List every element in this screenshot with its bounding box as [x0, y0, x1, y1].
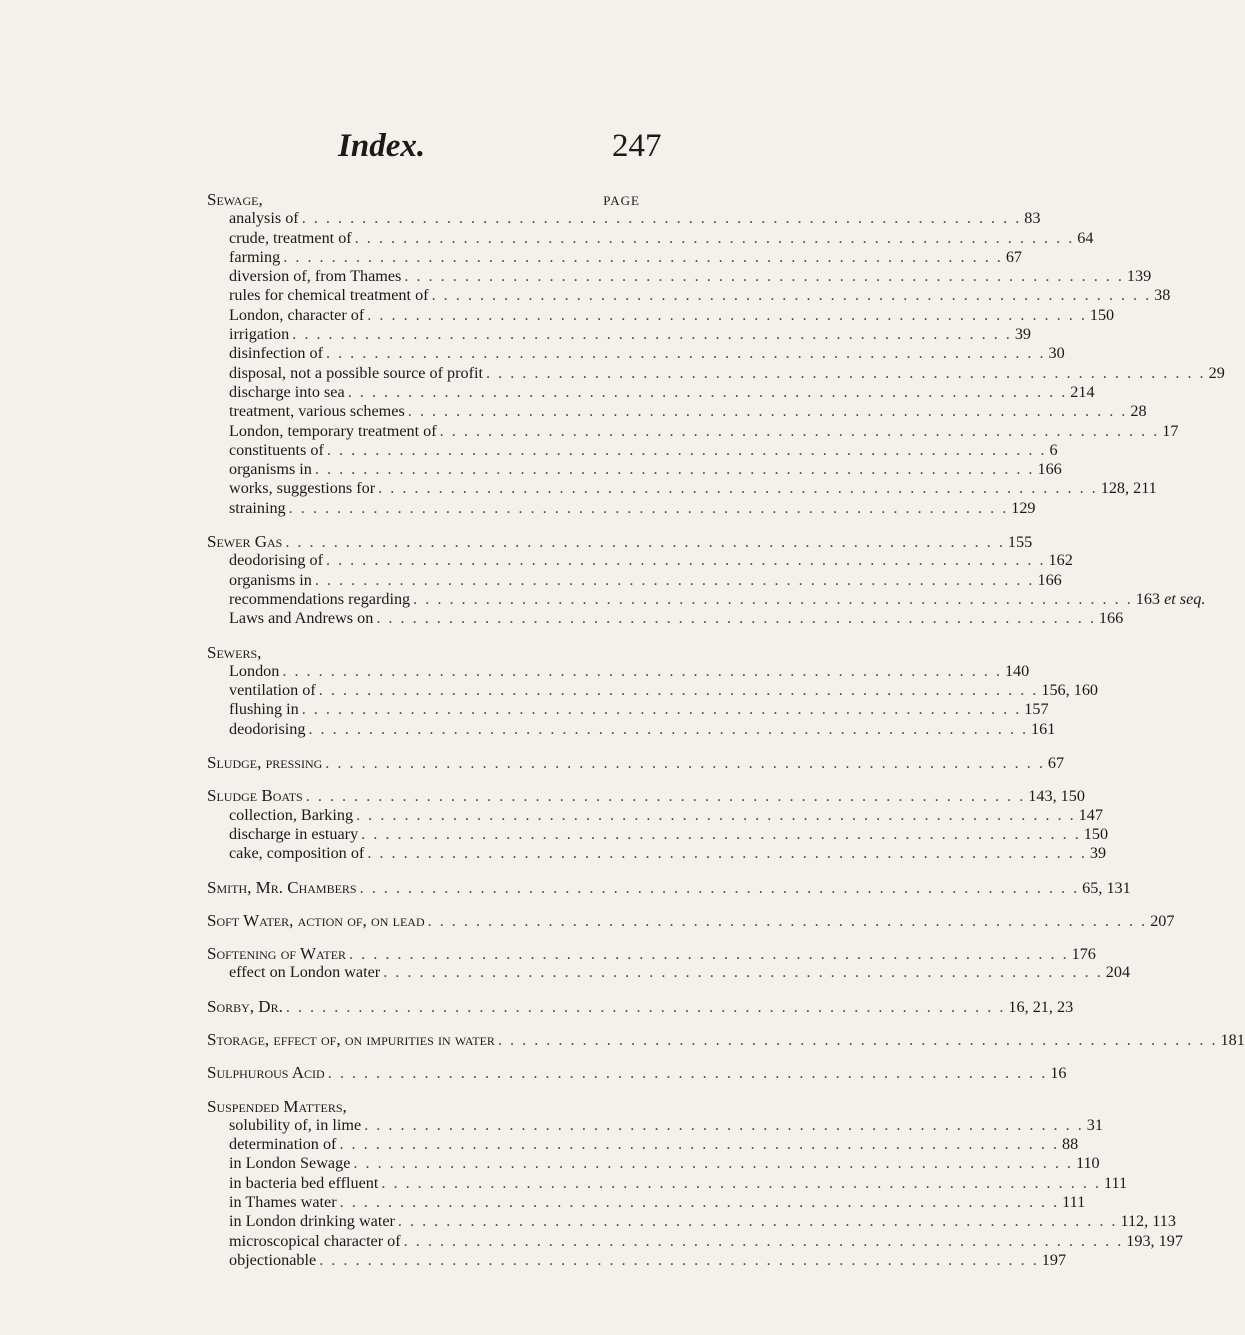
index-subentry [207, 844, 1107, 863]
entry-heading: Sorby, Dr. [207, 996, 283, 1016]
page-title: Index. [338, 128, 426, 164]
leader-dots: . . . . . . . . . . . . . . . . . . . . . . . . . . . . . . . . . . . . . . . . . . . . . . . . . . . . . . . . . . . . [285, 997, 1006, 1016]
index-subentry [207, 209, 1041, 228]
index-subentry [207, 267, 1152, 286]
index-subentry [207, 1250, 1067, 1270]
leader-dots: . . . . . . . . . . . . . . . . . . . . . . . . . . . . . . . . . . . . . . . . . . . . . . . . . . . . . . . . . . . . [359, 878, 1080, 897]
page-header [0, 128, 800, 168]
leader-dots: . . . . . . . . . . . . . . . . . . . . . . . . . . . . . . . . . . . . . . . . . . . . . . . . . . . . . . . . . . . . [367, 844, 1087, 863]
entry-heading: Sewer Gas [207, 532, 283, 552]
page-reference: 65, 131 [1082, 878, 1131, 897]
subentry-label: London, temporary treatment of [229, 421, 437, 440]
subentry-label: recommendations regarding [229, 589, 411, 608]
index-entry [207, 944, 1096, 964]
index-subentry [207, 247, 1023, 267]
subentry-label: farming [229, 247, 281, 266]
leader-dots: . . . . . . . . . . . . . . . . . . . . . . . . . . . . . . . . . . . . . . . . . . . . . . . . . . . . . . . . . . . . [314, 570, 1035, 589]
leader-dots: . . . . . . . . . . . . . . . . . . . . . . . . . . . . . . . . . . . . . . . . . . . . . . . . . . . . . . . . . . . . [292, 325, 1012, 344]
subentry-label: in London drinking water [229, 1212, 395, 1231]
page-reference: 31 [1086, 1115, 1103, 1134]
index-subentry [207, 963, 1131, 982]
page-reference: 143, 150 [1028, 787, 1085, 806]
index-subentry [207, 305, 1115, 325]
index-group [207, 910, 1175, 930]
leader-dots: . . . . . . . . . . . . . . . . . . . . . . . . . . . . . . . . . . . . . . . . . . . . . . . . . . . . . . . . . . . . [305, 787, 1026, 806]
entry-heading: Softening of Water [207, 944, 347, 964]
page-reference: 128, 211 [1100, 479, 1157, 498]
subentry-label: disposal, not a possible source of profit [229, 363, 484, 382]
page-reference: 29 [1208, 363, 1225, 382]
page-reference: 166 [1037, 460, 1062, 479]
leader-dots: . . . . . . . . . . . . . . . . . . . . . . . . . . . . . . . . . . . . . . . . . . . . . . . . . . . . . . . . . . . . [285, 533, 1005, 552]
leader-dots: . . . . . . . . . . . . . . . . . . . . . . . . . . . . . . . . . . . . . . . . . . . . . . . . . . . . . . . . . . . . [397, 1212, 1118, 1231]
subentry-label: diversion of, from Thames [229, 267, 402, 286]
subentry-label: in bacteria bed effluent [229, 1173, 379, 1192]
page-reference: 204 [1105, 963, 1131, 982]
index-subentry [207, 824, 1109, 844]
page-reference: 38 [1154, 286, 1171, 305]
index-subentry [207, 1154, 1100, 1173]
leader-dots: . . . . . . . . . . . . . . . . . . . . . . . . . . . . . . . . . . . . . . . . . . . . . . . . . . . . . . . . . . . . [301, 700, 1022, 719]
subentry-label: Laws and Andrews on [229, 609, 374, 628]
index-entry [207, 1029, 1245, 1049]
page-reference: 155 [1007, 533, 1033, 552]
page-number: 247 [612, 128, 662, 164]
index-entry [207, 910, 1175, 930]
leader-dots: . . . . . . . . . . . . . . . . . . . . . . . . . . . . . . . . . . . . . . . . . . . . . . . . . . . . . . . . . . . . [353, 1154, 1073, 1173]
subentry-label: disinfection of [229, 344, 323, 363]
leader-dots: . . . . . . . . . . . . . . . . . . . . . . . . . . . . . . . . . . . . . . . . . . . . . . . . . . . . . . . . . . . . [339, 1193, 1060, 1212]
subentry-label: in Thames water [229, 1193, 337, 1212]
subentry-label: organisms in [229, 460, 312, 479]
leader-dots: . . . . . . . . . . . . . . . . . . . . . . . . . . . . . . . . . . . . . . . . . . . . . . . . . . . . . . . . . . . . [427, 911, 1148, 930]
page-reference: 150 [1089, 305, 1115, 324]
index-group [207, 877, 1131, 897]
subentry-label: cake, composition of [229, 844, 365, 863]
index-subentry [207, 1115, 1103, 1135]
index-subentry [207, 1231, 1183, 1251]
index-subentry [207, 609, 1124, 628]
subentry-label: straining [229, 498, 286, 517]
page-reference: 147 [1078, 805, 1103, 824]
page-reference: 16 [1050, 1064, 1067, 1083]
index-subentry [207, 382, 1095, 402]
entry-heading: Sewage, [207, 190, 263, 209]
index-group [207, 1096, 1183, 1271]
page-reference: 163 et seq. [1135, 589, 1206, 608]
leader-dots: . . . . . . . . . . . . . . . . . . . . . . . . . . . . . . . . . . . . . . . . . . . . . . . . . . . . . . . . . . . . [301, 209, 1022, 228]
page-reference: 67 [1005, 247, 1023, 266]
page-reference: 88 [1062, 1135, 1079, 1154]
page-reference: 30 [1048, 344, 1065, 363]
entry-heading: Soft Water, action of, on lead [207, 910, 425, 930]
index-group [207, 1029, 1245, 1049]
leader-dots: . . . . . . . . . . . . . . . . . . . . . . . . . . . . . . . . . . . . . . . . . . . . . . . . . . . . . . . . . . . . [349, 945, 1069, 964]
leader-dots: . . . . . . . . . . . . . . . . . . . . . . . . . . . . . . . . . . . . . . . . . . . . . . . . . . . . . . . . . . . . [404, 267, 1124, 286]
page-reference: 67 [1047, 754, 1065, 773]
index-entry [207, 532, 1033, 552]
leader-dots: . . . . . . . . . . . . . . . . . . . . . . . . . . . . . . . . . . . . . . . . . . . . . . . . . . . . . . . . . . . . [497, 1030, 1218, 1049]
subentry-label: constituents of [229, 440, 324, 459]
leader-dots: . . . . . . . . . . . . . . . . . . . . . . . . . . . . . . . . . . . . . . . . . . . . . . . . . . . . . . . . . . . . [439, 421, 1160, 440]
subentry-label: rules for chemical treatment of [229, 286, 429, 305]
index-entry [207, 786, 1085, 806]
subentry-label: London [229, 661, 280, 680]
page-reference: 83 [1024, 209, 1041, 228]
index-subentry [207, 325, 1032, 344]
subentry-label: solubility of, in lime [229, 1115, 362, 1134]
index-subentry [207, 589, 1206, 609]
subentry-label: objectionable [229, 1250, 317, 1269]
subentry-label: discharge into sea [229, 382, 345, 401]
leader-dots: . . . . . . . . . . . . . . . . . . . . . . . . . . . . . . . . . . . . . . . . . . . . . . . . . . . . . . . . . . . . [413, 589, 1133, 608]
index-group [207, 786, 1109, 863]
page-reference: 207 [1150, 911, 1175, 930]
page-reference: 162 [1048, 551, 1073, 570]
subentry-label: determination of [229, 1135, 337, 1154]
index-subentry [207, 1193, 1086, 1212]
subentry-label: flushing in [229, 700, 299, 719]
page-reference: 139 [1126, 267, 1152, 286]
index-entry [207, 643, 640, 662]
index-subentry [207, 1135, 1079, 1154]
page-reference: 197 [1041, 1250, 1067, 1269]
entry-heading: Sulphurous Acid [207, 1063, 325, 1083]
index-subentry [207, 498, 1036, 518]
page-reference: 112, 113 [1120, 1212, 1176, 1231]
index-subentry [207, 719, 1056, 739]
index-entry [207, 753, 1065, 773]
index-subentry [207, 700, 1049, 719]
index-subentry [207, 479, 1157, 498]
index-entry [207, 1097, 640, 1116]
page-reference: 28 [1130, 402, 1147, 421]
leader-dots: . . . . . . . . . . . . . . . . . . . . . . . . . . . . . . . . . . . . . . . . . . . . . . . . . . . . . . . . . . . . [347, 382, 1068, 401]
leader-dots: . . . . . . . . . . . . . . . . . . . . . . . . . . . . . . . . . . . . . . . . . . . . . . . . . . . . . . . . . . . . [319, 1250, 1039, 1269]
page-reference: 110 [1075, 1154, 1100, 1173]
index-subentry [207, 402, 1147, 421]
entry-heading: Sludge, pressing [207, 753, 323, 773]
leader-dots: . . . . . . . . . . . . . . . . . . . . . . . . . . . . . . . . . . . . . . . . . . . . . . . . . . . . . . . . . . . . [282, 661, 1002, 680]
index-group [207, 190, 1225, 518]
page-reference: 181 [1220, 1030, 1245, 1049]
leader-dots: . . . . . . . . . . . . . . . . . . . . . . . . . . . . . . . . . . . . . . . . . . . . . . . . . . . . . . . . . . . . [283, 247, 1003, 266]
index-subentry [207, 570, 1062, 590]
entry-heading: Sewers, [207, 642, 262, 662]
index-subentry [207, 551, 1073, 570]
subentry-label: microscopical character of [229, 1231, 401, 1250]
page-reference: 17 [1162, 421, 1179, 440]
page-reference: 161 [1031, 719, 1056, 738]
leader-dots: . . . . . . . . . . . . . . . . . . . . . . . . . . . . . . . . . . . . . . . . . . . . . . . . . . . . . . . . . . . . [288, 498, 1009, 517]
page-reference: 166 [1037, 570, 1062, 589]
subentry-label: discharge in estuary [229, 824, 359, 843]
leader-dots: . . . . . . . . . . . . . . . . . . . . . . . . . . . . . . . . . . . . . . . . . . . . . . . . . . . . . . . . . . . . [325, 344, 1046, 363]
subentry-label: works, suggestions for [229, 479, 376, 498]
leader-dots: . . . . . . . . . . . . . . . . . . . . . . . . . . . . . . . . . . . . . . . . . . . . . . . . . . . . . . . . . . . . [356, 805, 1076, 824]
index-group [207, 642, 1098, 739]
leader-dots: . . . . . . . . . . . . . . . . . . . . . . . . . . . . . . . . . . . . . . . . . . . . . . . . . . . . . . . . . . . . [383, 963, 1103, 982]
leader-dots: . . . . . . . . . . . . . . . . . . . . . . . . . . . . . . . . . . . . . . . . . . . . . . . . . . . . . . . . . . . . [327, 1064, 1048, 1083]
index-subentry [207, 344, 1065, 363]
index-group [207, 1063, 1067, 1083]
leader-dots: . . . . . . . . . . . . . . . . . . . . . . . . . . . . . . . . . . . . . . . . . . . . . . . . . . . . . . . . . . . . [403, 1231, 1124, 1250]
entry-heading: Sludge Boats [207, 786, 303, 806]
page-reference: 214 [1070, 382, 1095, 401]
subentry-label: deodorising [229, 719, 306, 738]
subentry-label: in London Sewage [229, 1154, 351, 1173]
index-entry [207, 190, 640, 209]
index-group [207, 996, 1074, 1016]
page-reference: 6 [1049, 440, 1058, 459]
page-reference: 64 [1077, 228, 1094, 247]
entry-heading: Storage, effect of, on impurities in water [207, 1029, 495, 1049]
index-subentry [207, 1173, 1128, 1193]
leader-dots: . . . . . . . . . . . . . . . . . . . . . . . . . . . . . . . . . . . . . . . . . . . . . . . . . . . . . . . . . . . . [308, 719, 1029, 738]
page-reference: 39 [1089, 844, 1107, 863]
index-group [207, 944, 1131, 983]
index-entry [207, 877, 1131, 897]
leader-dots: . . . . . . . . . . . . . . . . . . . . . . . . . . . . . . . . . . . . . . . . . . . . . . . . . . . . . . . . . . . . [339, 1135, 1060, 1154]
page-reference: 157 [1024, 700, 1049, 719]
page-reference: 111 [1062, 1193, 1086, 1212]
subentry-label: treatment, various schemes [229, 402, 405, 421]
index-entry [207, 996, 1074, 1016]
leader-dots: . . . . . . . . . . . . . . . . . . . . . . . . . . . . . . . . . . . . . . . . . . . . . . . . . . . . . . . . . . . . [381, 1173, 1101, 1192]
leader-dots: . . . . . . . . . . . . . . . . . . . . . . . . . . . . . . . . . . . . . . . . . . . . . . . . . . . . . . . . . . . . [314, 460, 1035, 479]
page-reference: 16, 21, 23 [1008, 997, 1074, 1016]
page-reference: 150 [1083, 824, 1109, 843]
page-reference: 156, 160 [1041, 681, 1098, 700]
page-reference: 129 [1011, 498, 1036, 517]
index-subentry [207, 661, 1030, 681]
index-subentry [207, 681, 1098, 700]
leader-dots: . . . . . . . . . . . . . . . . . . . . . . . . . . . . . . . . . . . . . . . . . . . . . . . . . . . . . . . . . . . . [376, 609, 1096, 628]
leader-dots: . . . . . . . . . . . . . . . . . . . . . . . . . . . . . . . . . . . . . . . . . . . . . . . . . . . . . . . . . . . . [378, 479, 1098, 498]
leader-dots: . . . . . . . . . . . . . . . . . . . . . . . . . . . . . . . . . . . . . . . . . . . . . . . . . . . . . . . . . . . . [326, 440, 1047, 459]
leader-dots: . . . . . . . . . . . . . . . . . . . . . . . . . . . . . . . . . . . . . . . . . . . . . . . . . . . . . . . . . . . . [354, 228, 1075, 247]
subentry-label: crude, treatment of [229, 228, 352, 247]
subentry-label: analysis of [229, 209, 299, 228]
index-subentry [207, 440, 1058, 460]
subentry-label: effect on London water [229, 963, 381, 982]
leader-dots: . . . . . . . . . . . . . . . . . . . . . . . . . . . . . . . . . . . . . . . . . . . . . . . . . . . . . . . . . . . . [364, 1115, 1084, 1134]
leader-dots: . . . . . . . . . . . . . . . . . . . . . . . . . . . . . . . . . . . . . . . . . . . . . . . . . . . . . . . . . . . . [361, 824, 1081, 843]
subentry-label: ventilation of [229, 681, 316, 700]
page-reference: 193, 197 [1126, 1231, 1183, 1250]
entry-heading: Suspended Matters, [207, 1096, 347, 1116]
index-subentry [207, 228, 1094, 248]
leader-dots: . . . . . . . . . . . . . . . . . . . . . . . . . . . . . . . . . . . . . . . . . . . . . . . . . . . . . . . . . . . . [431, 286, 1152, 305]
page-column-label: PAGE [603, 193, 640, 208]
leader-dots: . . . . . . . . . . . . . . . . . . . . . . . . . . . . . . . . . . . . . . . . . . . . . . . . . . . . . . . . . . . . [486, 363, 1206, 382]
index-subentry [207, 421, 1179, 441]
page-reference: 166 [1098, 609, 1124, 628]
index-subentry [207, 363, 1225, 383]
subentry-label: irrigation [229, 325, 290, 344]
leader-dots: . . . . . . . . . . . . . . . . . . . . . . . . . . . . . . . . . . . . . . . . . . . . . . . . . . . . . . . . . . . . [367, 305, 1087, 324]
page-reference: 140 [1004, 661, 1030, 680]
index-subentry [207, 1212, 1176, 1231]
index-subentry [207, 460, 1062, 479]
subentry-label: organisms in [229, 570, 312, 589]
subentry-label: deodorising of [229, 551, 323, 570]
index-subentry [207, 286, 1171, 305]
leader-dots: . . . . . . . . . . . . . . . . . . . . . . . . . . . . . . . . . . . . . . . . . . . . . . . . . . . . . . . . . . . . [407, 402, 1128, 421]
index-group [207, 753, 1065, 773]
leader-dots: . . . . . . . . . . . . . . . . . . . . . . . . . . . . . . . . . . . . . . . . . . . . . . . . . . . . . . . . . . . . [325, 754, 1045, 773]
index-list [207, 190, 1245, 1284]
entry-heading: Smith, Mr. Chambers [207, 877, 357, 897]
page-reference: 176 [1071, 945, 1096, 964]
leader-dots: . . . . . . . . . . . . . . . . . . . . . . . . . . . . . . . . . . . . . . . . . . . . . . . . . . . . . . . . . . . . [318, 681, 1039, 700]
index-group [207, 532, 1206, 628]
index-entry [207, 1063, 1067, 1083]
subentry-label: collection, Barking [229, 805, 354, 824]
page-reference: 39 [1014, 325, 1032, 344]
leader-dots: . . . . . . . . . . . . . . . . . . . . . . . . . . . . . . . . . . . . . . . . . . . . . . . . . . . . . . . . . . . . [325, 551, 1046, 570]
index-subentry [207, 805, 1103, 825]
subentry-label: London, character of [229, 305, 365, 324]
page-reference: 111 [1103, 1173, 1128, 1192]
